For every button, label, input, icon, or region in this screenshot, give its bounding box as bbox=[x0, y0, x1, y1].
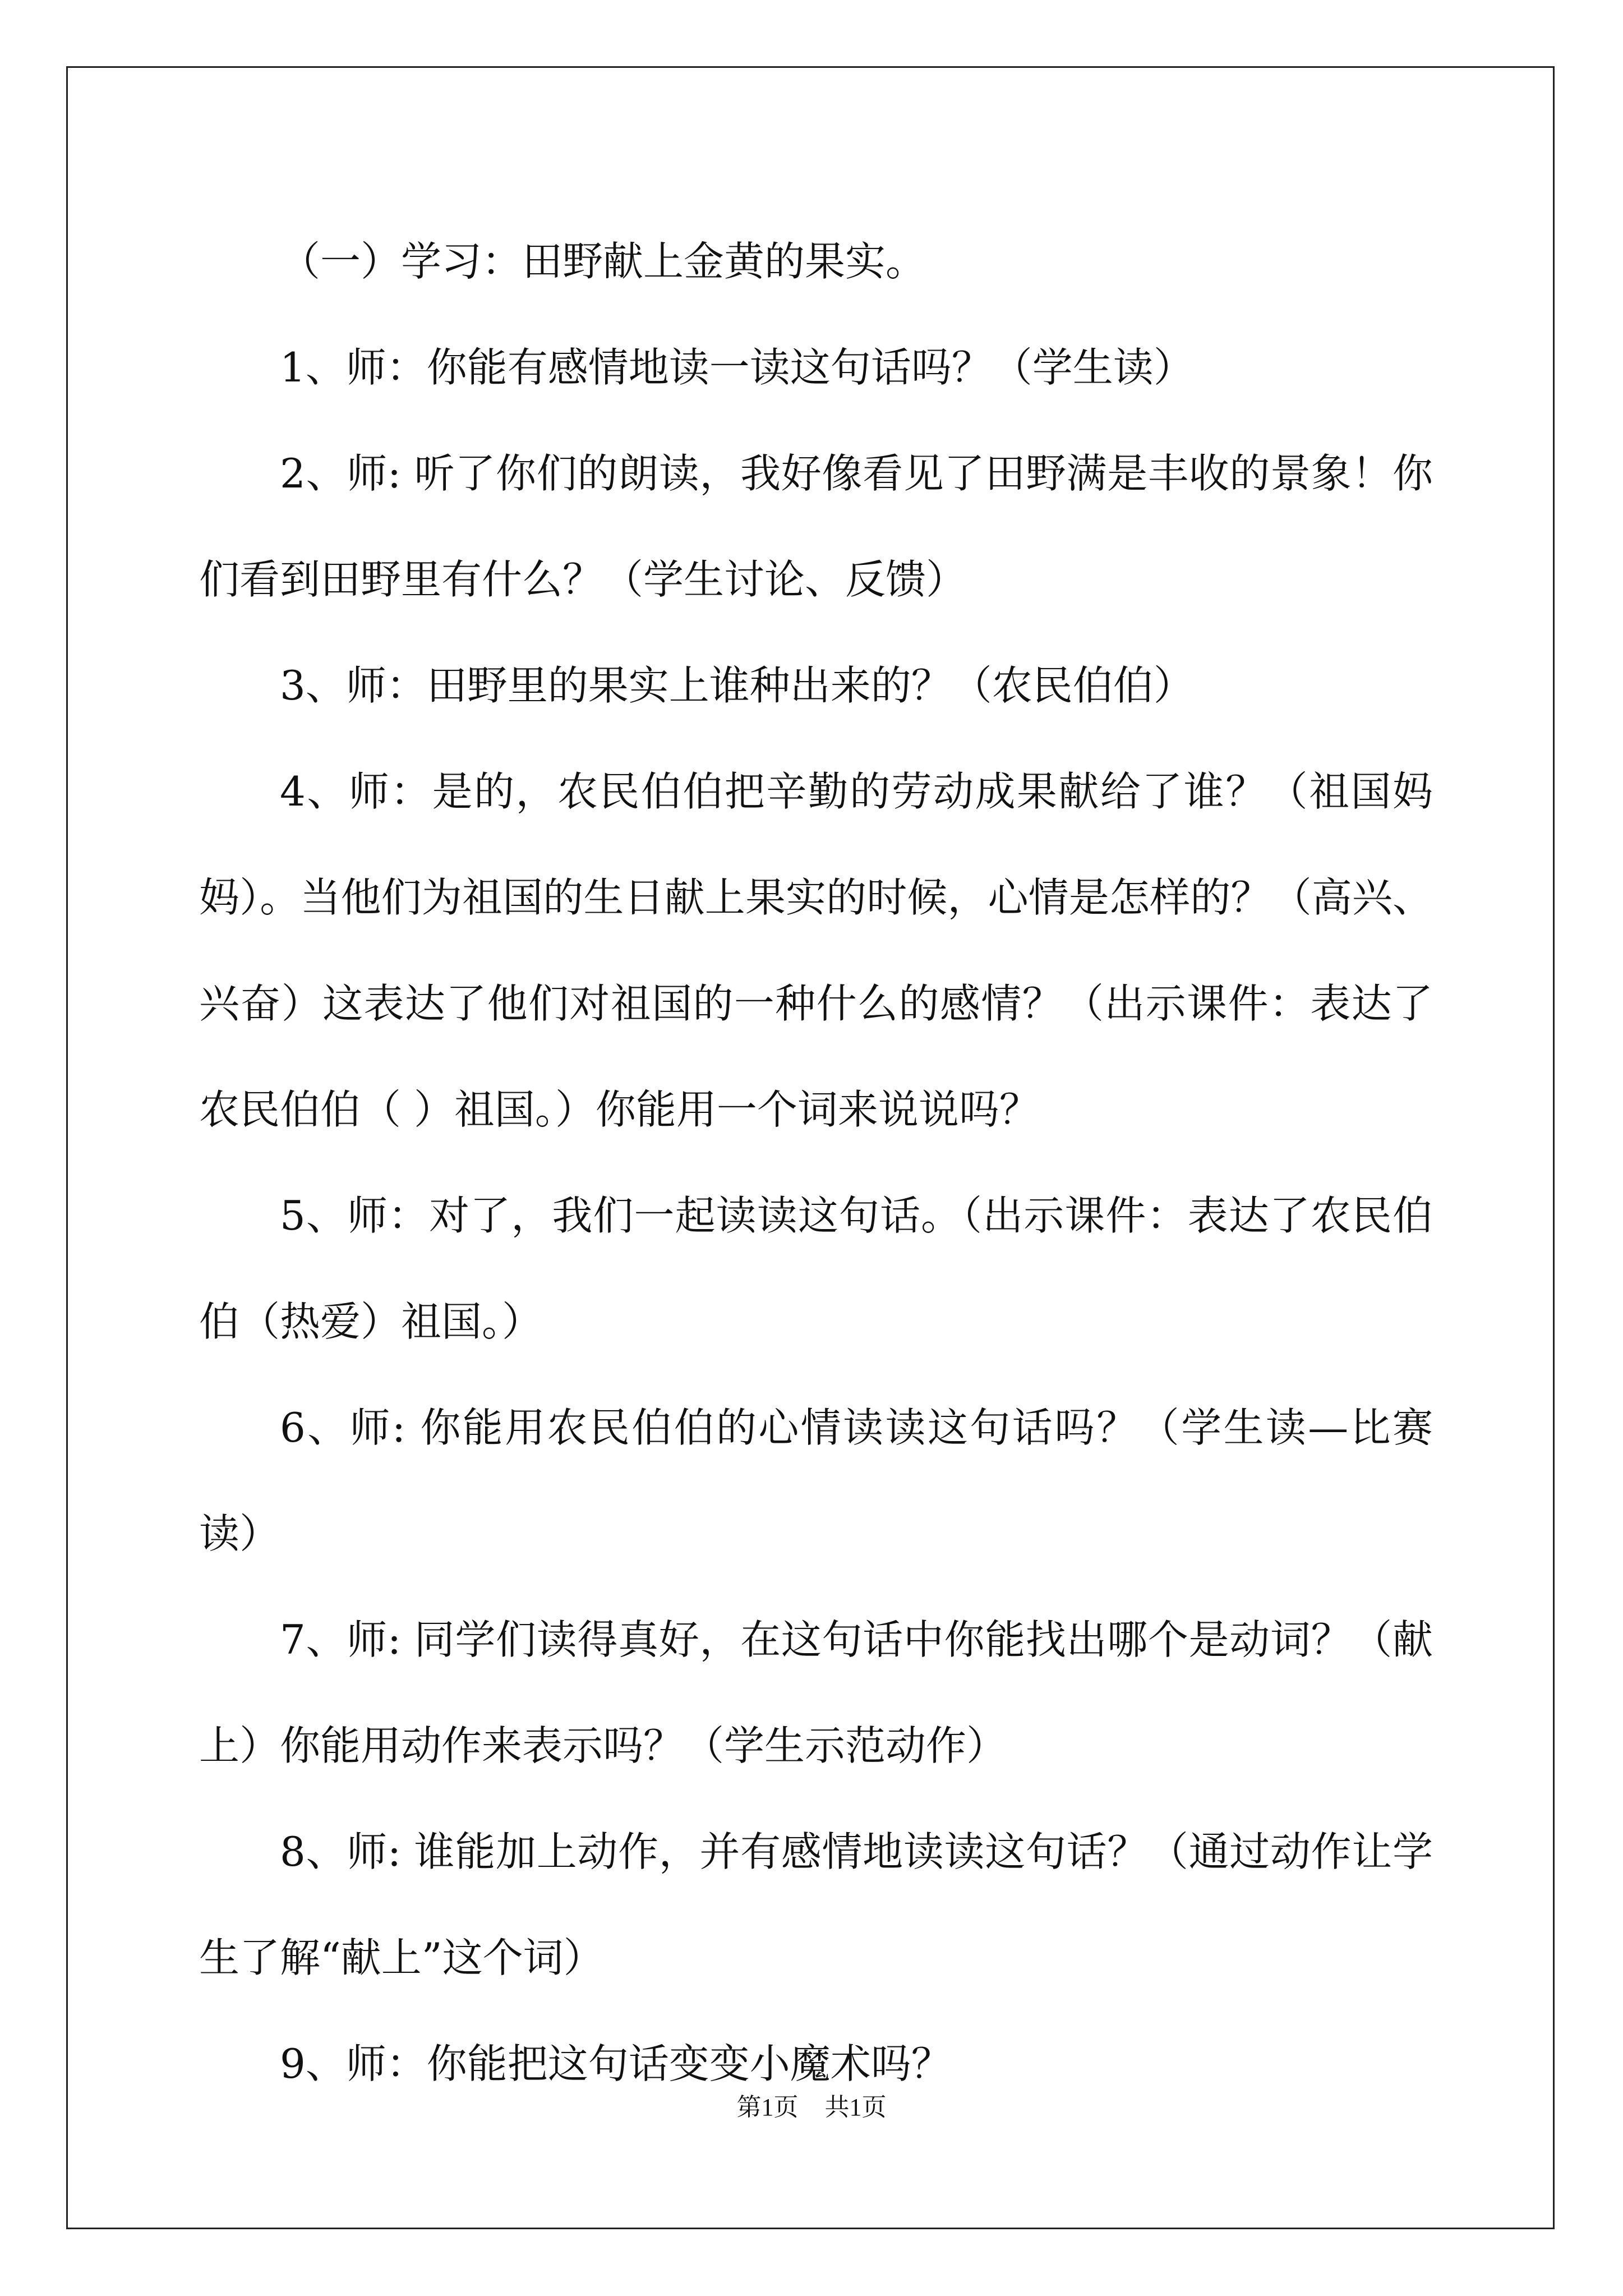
page-number-current: 第1页 bbox=[736, 2093, 799, 2121]
paragraph-heading: （一）学习：田野献上金黄的果实。 bbox=[280, 238, 926, 285]
paragraph-1: 1、师：你能有感情地读一读这句话吗？（学生读） bbox=[280, 344, 1194, 391]
paragraph-3: 3、师：田野里的果实上谁种出来的？（农民伯伯） bbox=[280, 662, 1194, 709]
paragraph-7: 7、师: 同学们读得真好，在这句话中你能找出哪个是动词？（献上）你能用动作来表示吗？（学生示范动作） bbox=[199, 1616, 1433, 1769]
paragraph-2: 2、师: 听了你们的朗读，我好像看见了田野满是丰收的景象！你们看到田野里有什么？（学生讨论、反馈） bbox=[199, 450, 1433, 603]
paragraph-8: 8、师: 谁能加上动作，并有感情地读读这句话？（通过动作让学生了解“献上”这个词） bbox=[199, 1828, 1433, 1981]
page-number-total: 共1页 bbox=[824, 2093, 887, 2121]
paragraph-9: 9、师：你能把这句话变变小魔术吗？ bbox=[280, 2040, 952, 2087]
paragraph-4: 4、师：是的，农民伯伯把辛勤的劳动成果献给了谁？（祖国妈妈）。当他们为祖国的生日献上果实的时候，心情是怎样的？（高兴、兴奋）这表达了他们对祖国的一种什么的感情？（出示课件：表达了农民伯伯（ ）祖国。）你能用一个词来说说吗？ bbox=[199, 768, 1433, 1133]
paragraph-5: 5、师：对了，我们一起读读这句话。（出示课件：表达了农民伯伯（热爱）祖国。） bbox=[199, 1192, 1433, 1345]
paragraph-6: 6、师: 你能用农民伯伯的心情读读这句话吗？（学生读—比赛读） bbox=[199, 1404, 1433, 1557]
page-footer bbox=[0, 2087, 1623, 2123]
document-body bbox=[199, 209, 1433, 2117]
